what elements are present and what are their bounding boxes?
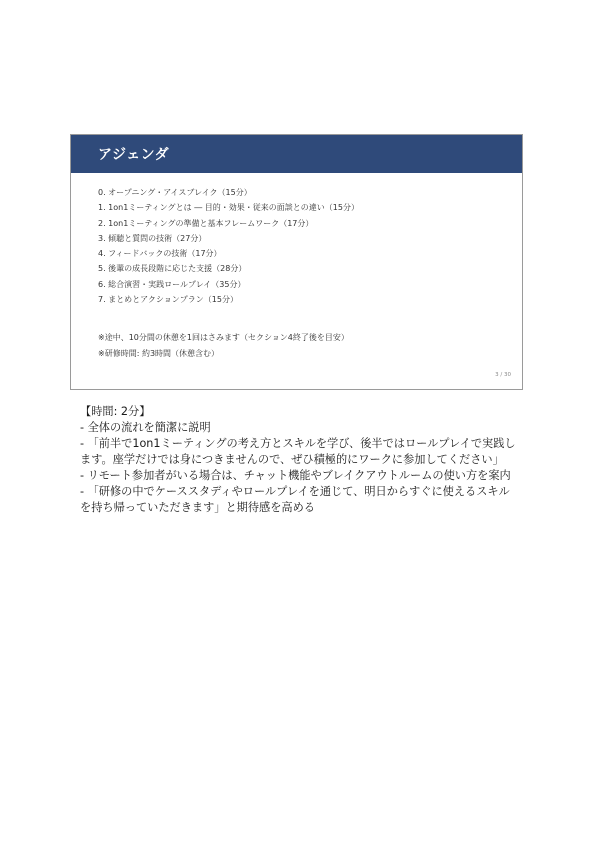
agenda-item: 0. オープニング・アイスブレイク（15分） — [98, 188, 252, 197]
speaker-notes — [80, 404, 520, 516]
agenda-item: 2. 1on1ミーティングの準備と基本フレームワーク（17分） — [98, 218, 314, 228]
speaker-note-line: - 全体の流れを簡潔に説明 — [80, 421, 211, 434]
slide-notes — [98, 330, 349, 362]
agenda-item: 7. まとめとアクションプラン（15分） — [98, 295, 238, 305]
speaker-note-line: - リモート参加者がいる場合は、チャット機能やブレイクアウトルームの使い方を案内 — [80, 469, 511, 482]
agenda-item: 3. 傾聴と質問の技術（27分） — [98, 233, 207, 243]
slide-header — [71, 135, 522, 173]
agenda-item: 4. フィードバックの技術（17分） — [98, 249, 222, 259]
duration-note: ※研修時間: 約3時間（休憩含む） — [98, 349, 220, 358]
page-number: 3 / 30 — [495, 372, 511, 378]
slide-title: アジェンダ — [98, 147, 170, 163]
break-note: ※途中、10分間の休憩を1回はさみます（セクション4終了後を目安） — [98, 333, 349, 342]
agenda-list — [98, 185, 359, 307]
agenda-item: 6. 総合演習・実践ロールプレイ（35分） — [98, 279, 246, 289]
speaker-note-line: - 「前半で1on1ミーティングの考え方とスキルを学び、後半ではロールプレイで実践します。座学だけでは身につきませんので、ぜひ積極的にワークに参加してください」 — [80, 437, 516, 466]
speaker-note-time: 【時間: 2分】 — [80, 405, 151, 418]
agenda-item: 1. 1on1ミーティングとは ― 目的・効果・従来の面談との違い（15分） — [98, 203, 359, 213]
agenda-item: 5. 後輩の成長段階に応じた支援（28分） — [98, 264, 247, 274]
speaker-note-line: - 「研修の中でケーススタディやロールプレイを通じて、明日からすぐに使えるスキルを持ち帰っていただきます」と期待感を高める — [80, 485, 510, 514]
slide — [70, 134, 523, 390]
